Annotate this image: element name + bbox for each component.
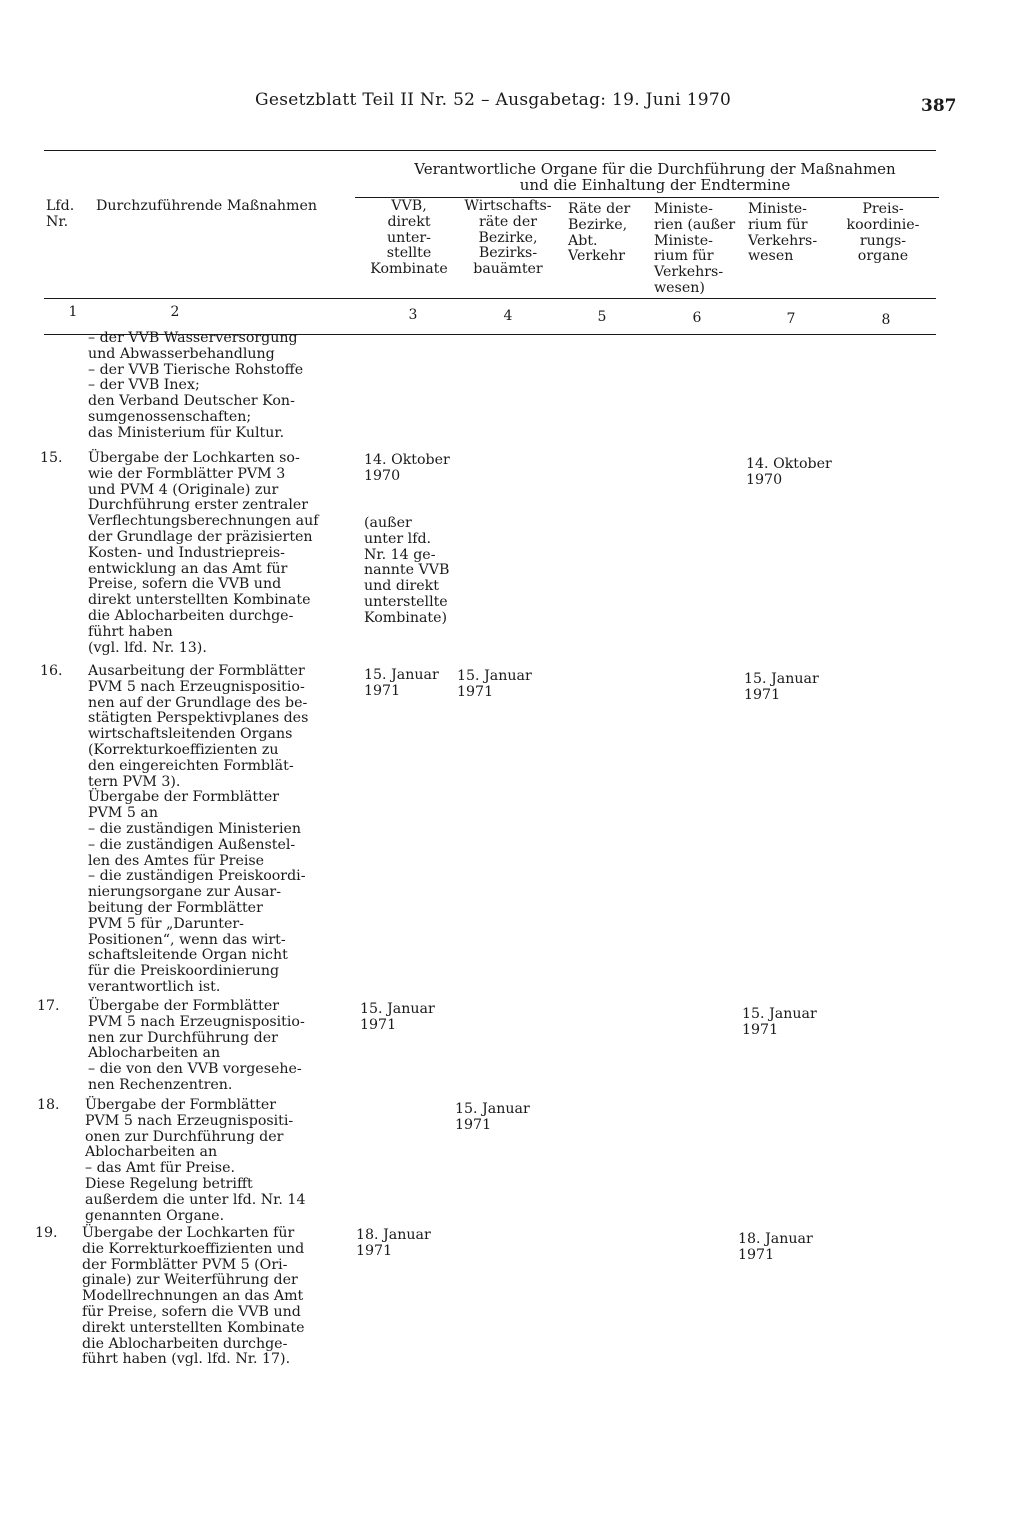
row-16-col7-date: 15. Januar 1971: [744, 671, 819, 703]
row-16-col4-date: 15. Januar 1971: [457, 668, 532, 700]
table-top-rule: [44, 150, 936, 151]
page-header-title: Gesetzblatt Teil II Nr. 52 – Ausgabetag: 19. Juni 1970: [255, 90, 732, 110]
col-header-lfd: Lfd. Nr.: [46, 198, 75, 230]
header-bottom-rule: [44, 298, 936, 299]
row-continuation-text: – der VVB Wasserversorgung und Abwasserbehandlung – der VVB Tierische Rohstoffe – der VVB Inex; den Verband Deutscher Kon- sumgenossenschaften; das Ministerium für Kultur.: [88, 330, 304, 441]
col-header-5: Räte der Bezirke, Abt. Verkehr: [568, 201, 631, 265]
row-19-col3-date: 18. Januar 1971: [356, 1227, 431, 1259]
col-number-7: 7: [786, 311, 796, 327]
col-header-6: Ministe- rien (außer Ministe- rium für Verkehrs- wesen): [654, 201, 736, 296]
col-number-3: 3: [408, 307, 418, 323]
row-16-number: 16.: [40, 663, 63, 679]
row-18-col4-date: 15. Januar 1971: [455, 1101, 530, 1133]
col-number-4: 4: [503, 308, 513, 324]
col-number-1: 1: [68, 304, 78, 320]
row-19-text: Übergabe der Lochkarten für die Korrekturkoeffizienten und der Formblätter PVM 5 (Ori- ginale) zur Weiterführung der Modellrechnungen an das Amt für Preise, sofern die VVB und direkt unterstellten Kombinate die Ablocharbeiten durchge- führt haben (vgl. lfd. Nr. 17).: [82, 1225, 305, 1368]
row-17-col7-date: 15. Januar 1971: [742, 1006, 817, 1038]
row-15-col3-date: 14. Oktober 1970: [364, 452, 450, 484]
col-number-8: 8: [881, 312, 891, 328]
row-15-col3-note: (außer unter lfd. Nr. 14 ge- nannte VVB und direkt unterstellte Kombinate): [364, 515, 450, 626]
row-19-number: 19.: [35, 1225, 58, 1241]
row-19-col7-date: 18. Januar 1971: [738, 1231, 813, 1263]
col-header-7: Ministe- rium für Verkehrs- wesen: [748, 201, 818, 265]
col-header-group: Verantwortliche Organe für die Durchführung der Maßnahmen und die Einhaltung der Endtermine: [414, 160, 896, 194]
row-18-text: Übergabe der Formblätter PVM 5 nach Erzeugnispositi- onen zur Durchführung der Ablocharbeiten an – das Amt für Preise. Diese Regelung betrifft außerdem die unter lfd. Nr. 14 genannten Organe.: [85, 1097, 306, 1224]
group-header-rule: [355, 197, 939, 198]
col-number-2: 2: [170, 304, 180, 320]
row-16-col3-date: 15. Januar 1971: [364, 667, 439, 699]
col-header-8: Preis- koordinie- rungs- organe: [846, 201, 920, 265]
col-header-3: VVB, direkt unter- stellte Kombinate: [370, 198, 448, 278]
row-17-number: 17.: [37, 998, 60, 1014]
row-15-col7-date: 14. Oktober 1970: [746, 456, 832, 488]
row-18-number: 18.: [37, 1097, 60, 1113]
row-17-col3-date: 15. Januar 1971: [360, 1001, 435, 1033]
row-17-text: Übergabe der Formblätter PVM 5 nach Erzeugnispositio- nen zur Durchführung der Ablocharbeiten an – die von den VVB vorgesehe- nen Rechenzentren.: [88, 998, 305, 1093]
col-header-4: Wirtschafts- räte der Bezirke, Bezirks- bauämter: [464, 198, 552, 278]
page-number: 387: [921, 96, 957, 116]
row-16-text: Ausarbeitung der Formblätter PVM 5 nach Erzeugnispositio- nen auf der Grundlage des be- stätigten Perspektivplanes des wirtschaftsleitenden Organs (Korrekturkoeffizienten zu den eingereichten Formblät- tern PVM 3). Übergabe der Formblätter PVM 5 an – die zuständigen Ministerien – die zuständigen Außenstel- len des Amtes für Preise – die zuständigen Preiskoordi- nierungsorgane zur Ausar- beitung der Formblätter PVM 5 für „Darunter- Positionen“, wenn das wirt- schaftsleitende Organ nicht für die Preiskoordinierung verantwortlich ist.: [88, 663, 309, 995]
row-15-text: Übergabe der Lochkarten so- wie der Formblätter PVM 3 und PVM 4 (Originale) zur Durchführung erster zentraler Verflechtungsberechnungen auf der Grundlage der präzisierten Kosten- und Industriepreis- entwicklung an das Amt für Preise, sofern die VVB und direkt unterstellten Kombinate die Ablocharbeiten durchge- führt haben (vgl. lfd. Nr. 13).: [88, 450, 319, 656]
row-15-number: 15.: [40, 450, 63, 466]
col-header-massnahmen: Durchzuführende Maßnahmen: [96, 198, 318, 214]
col-number-5: 5: [597, 309, 607, 325]
col-number-6: 6: [692, 310, 702, 326]
